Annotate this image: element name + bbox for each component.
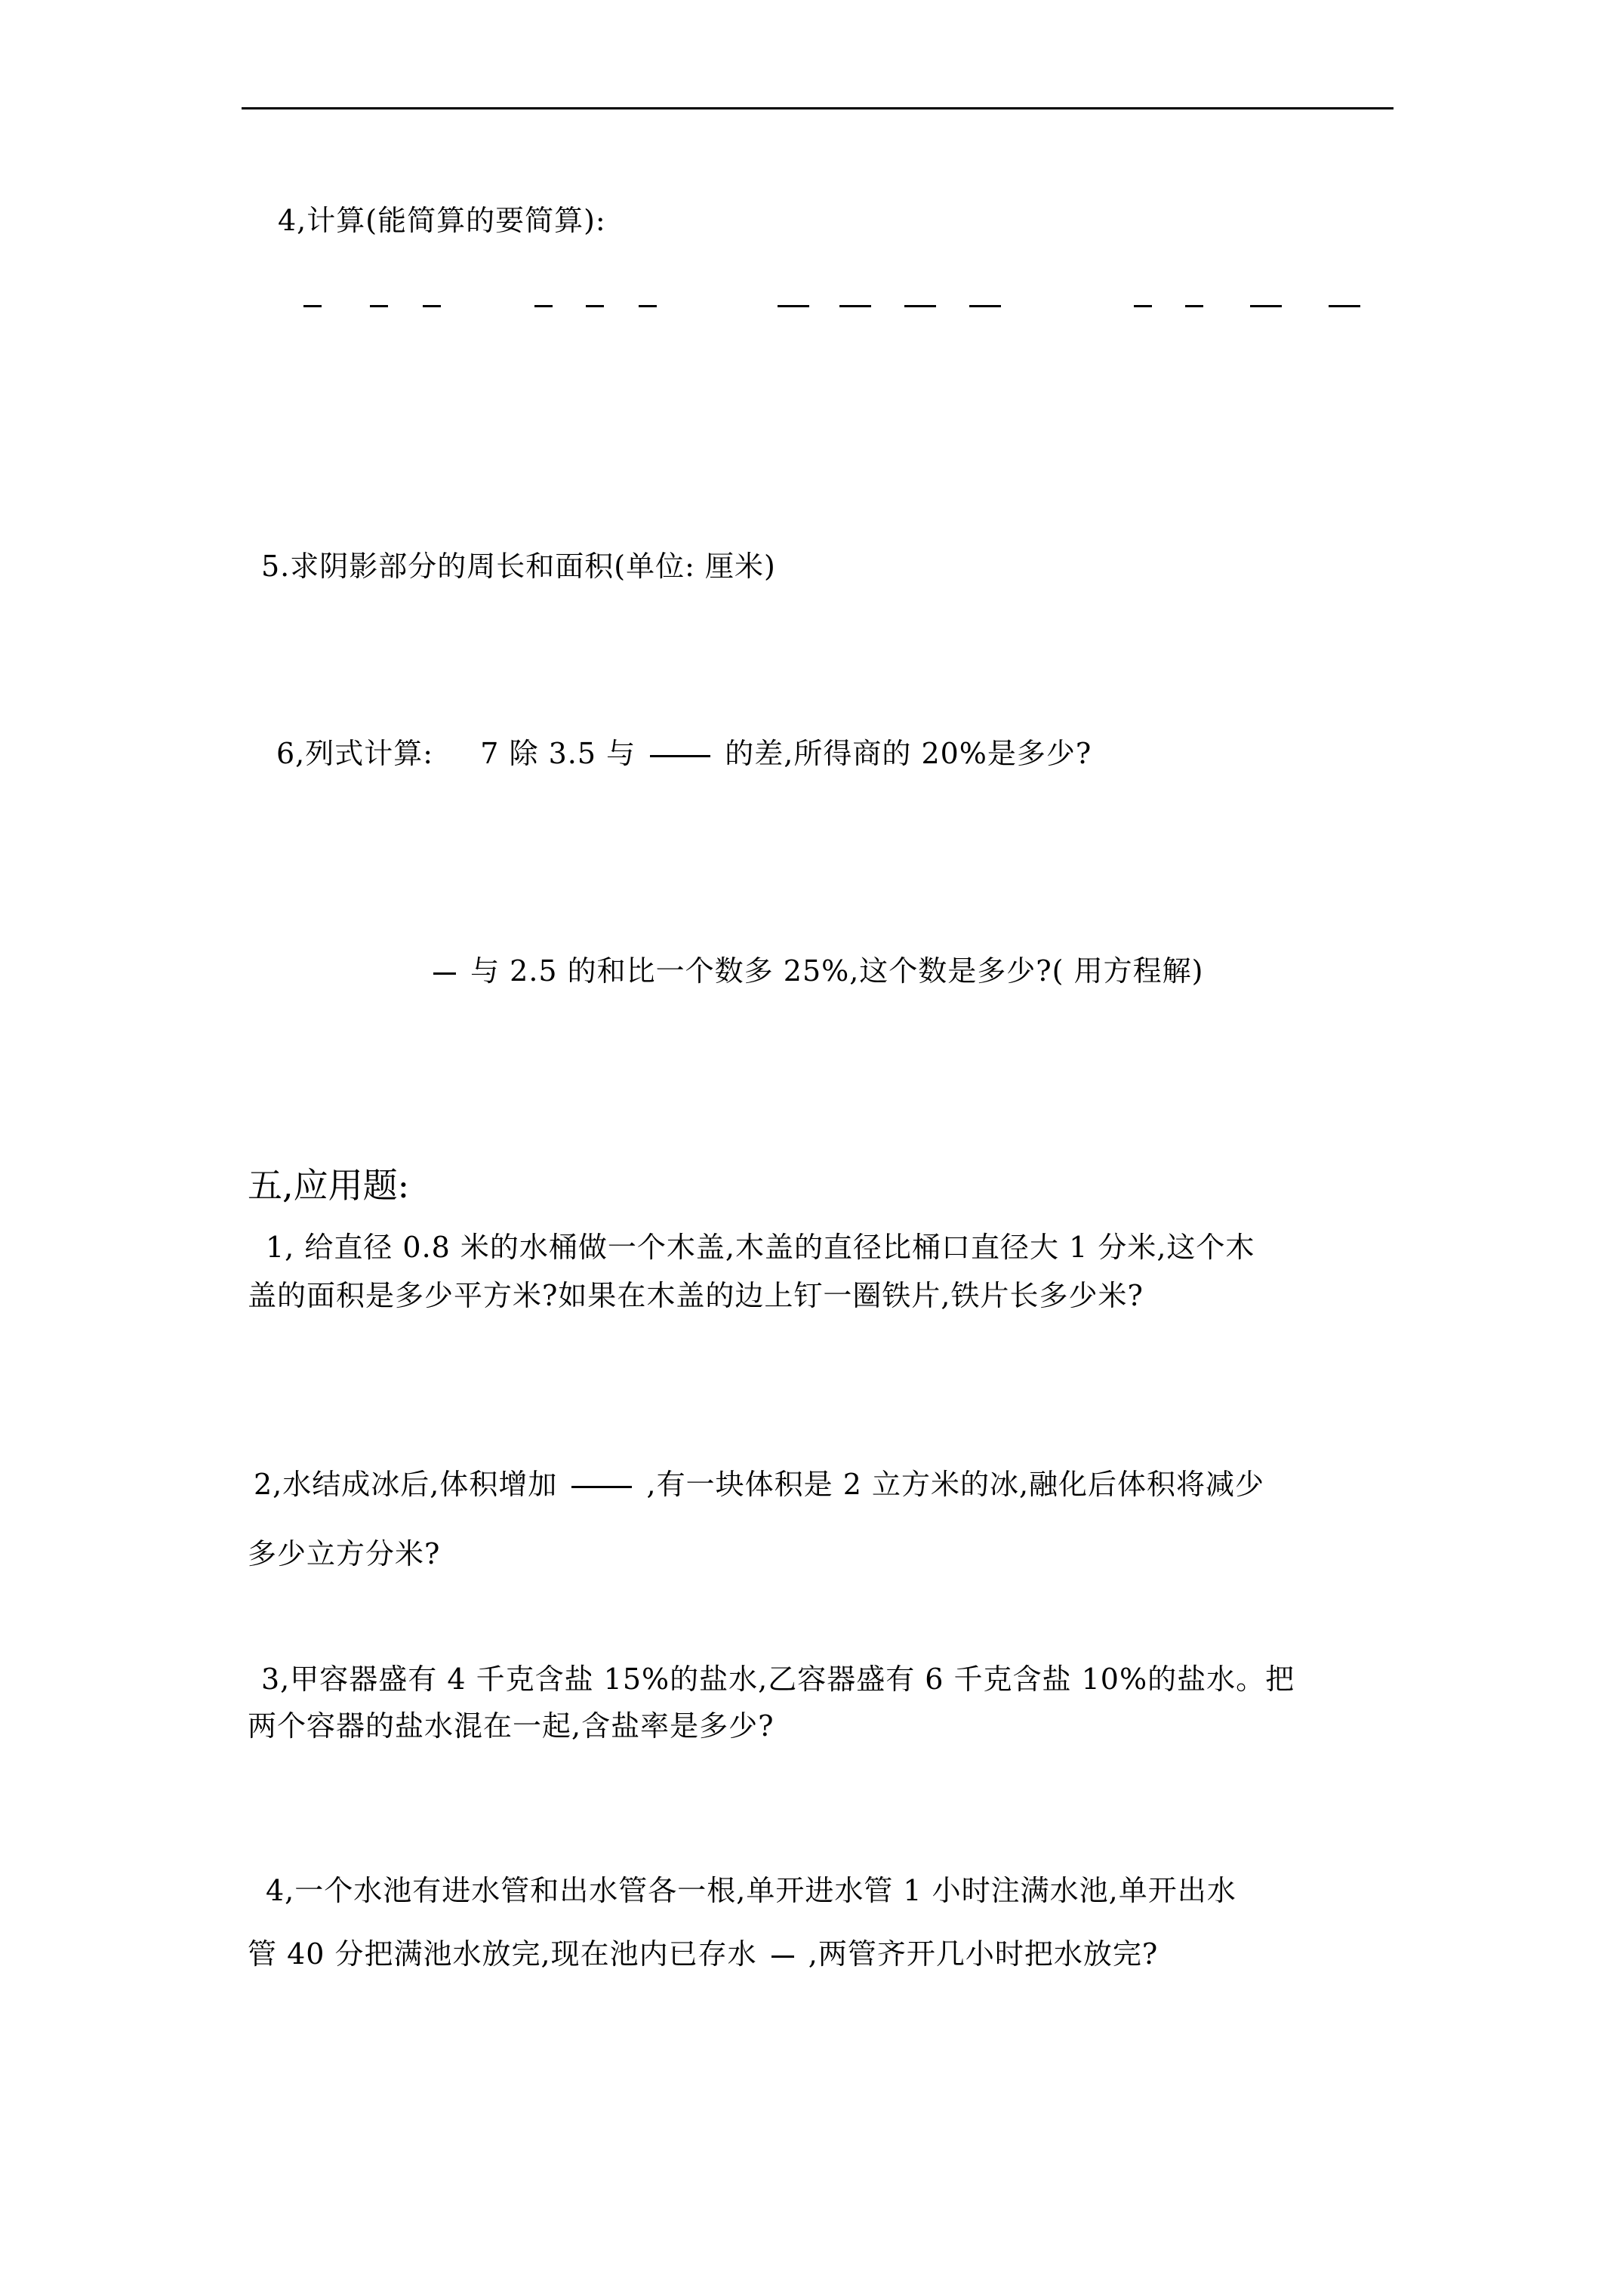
- q6-part1-b: 的差,所得商的 20%是多少?: [725, 737, 1092, 770]
- app4-line2-b: ,两管齐开几小时把水放完?: [808, 1937, 1159, 1971]
- fraction-bar: [771, 1955, 794, 1958]
- app3-line1: 3,甲容器盛有 4 千克含盐 15%的盐水,乙容器盛有 6 千克含盐 10%的盐水。把: [261, 1663, 1295, 1696]
- app4-line2: [248, 1936, 1158, 1972]
- fraction-bar: [1185, 305, 1203, 307]
- app2-line1-a: 2,水结成冰后,体积增加: [254, 1468, 558, 1501]
- fraction-bar: [1134, 305, 1152, 307]
- fraction-bar: [586, 305, 604, 307]
- fraction-bar: [650, 755, 710, 757]
- fraction-bar: [534, 305, 553, 307]
- app2-line2: 多少立方分米?: [248, 1537, 441, 1570]
- fraction-bar: [839, 305, 871, 307]
- fraction-bar: [639, 305, 657, 307]
- app2-line1: [254, 1466, 1264, 1502]
- fraction-bar: [423, 305, 441, 307]
- fraction-bar: [370, 305, 388, 307]
- q4-label: 4,计算(能简算的要简算):: [278, 204, 606, 237]
- app4-line2-a: 管 40 分把满池水放完,现在池内已存水: [248, 1937, 757, 1971]
- app1-line2: 盖的面积是多少平方米?如果在木盖的边上钉一圈铁片,铁片长多少米?: [248, 1279, 1144, 1312]
- app4-line1: 4,一个水池有进水管和出水管各一根,单开进水管 1 小时注满水池,单开出水: [266, 1874, 1236, 1907]
- q6-part2-b: 与 2.5 的和比一个数多 25%,这个数是多少?( 用方程解): [470, 954, 1204, 988]
- app1-line1: 1, 给直径 0.8 米的水桶做一个木盖,木盖的直径比桶口直径大 1 分米,这个木: [266, 1231, 1255, 1264]
- header-rule: [242, 107, 1394, 109]
- app2-line1-b: ,有一块体积是 2 立方米的冰,融化后体积将减少: [646, 1468, 1265, 1501]
- q6-line2: [433, 953, 1203, 989]
- fraction-bar: [1250, 305, 1282, 307]
- section-title: 五,应用题:: [248, 1165, 410, 1206]
- q6-part1-a: 7 除 3.5 与: [480, 737, 636, 770]
- fraction-bar: [1329, 305, 1360, 307]
- fraction-bar: [969, 305, 1001, 307]
- fraction-bar: [778, 305, 809, 307]
- fraction-bar: [433, 972, 456, 975]
- app3-line2: 两个容器的盐水混在一起,含盐率是多少?: [248, 1709, 775, 1743]
- q5-label: 5.求阴影部分的周长和面积(单位: 厘米): [261, 550, 776, 583]
- fraction-bar: [571, 1486, 632, 1488]
- fraction-bar: [904, 305, 936, 307]
- q6-line1: [276, 735, 1092, 772]
- fraction-bar: [303, 305, 322, 307]
- q6-label: 6,列式计算:: [276, 737, 434, 770]
